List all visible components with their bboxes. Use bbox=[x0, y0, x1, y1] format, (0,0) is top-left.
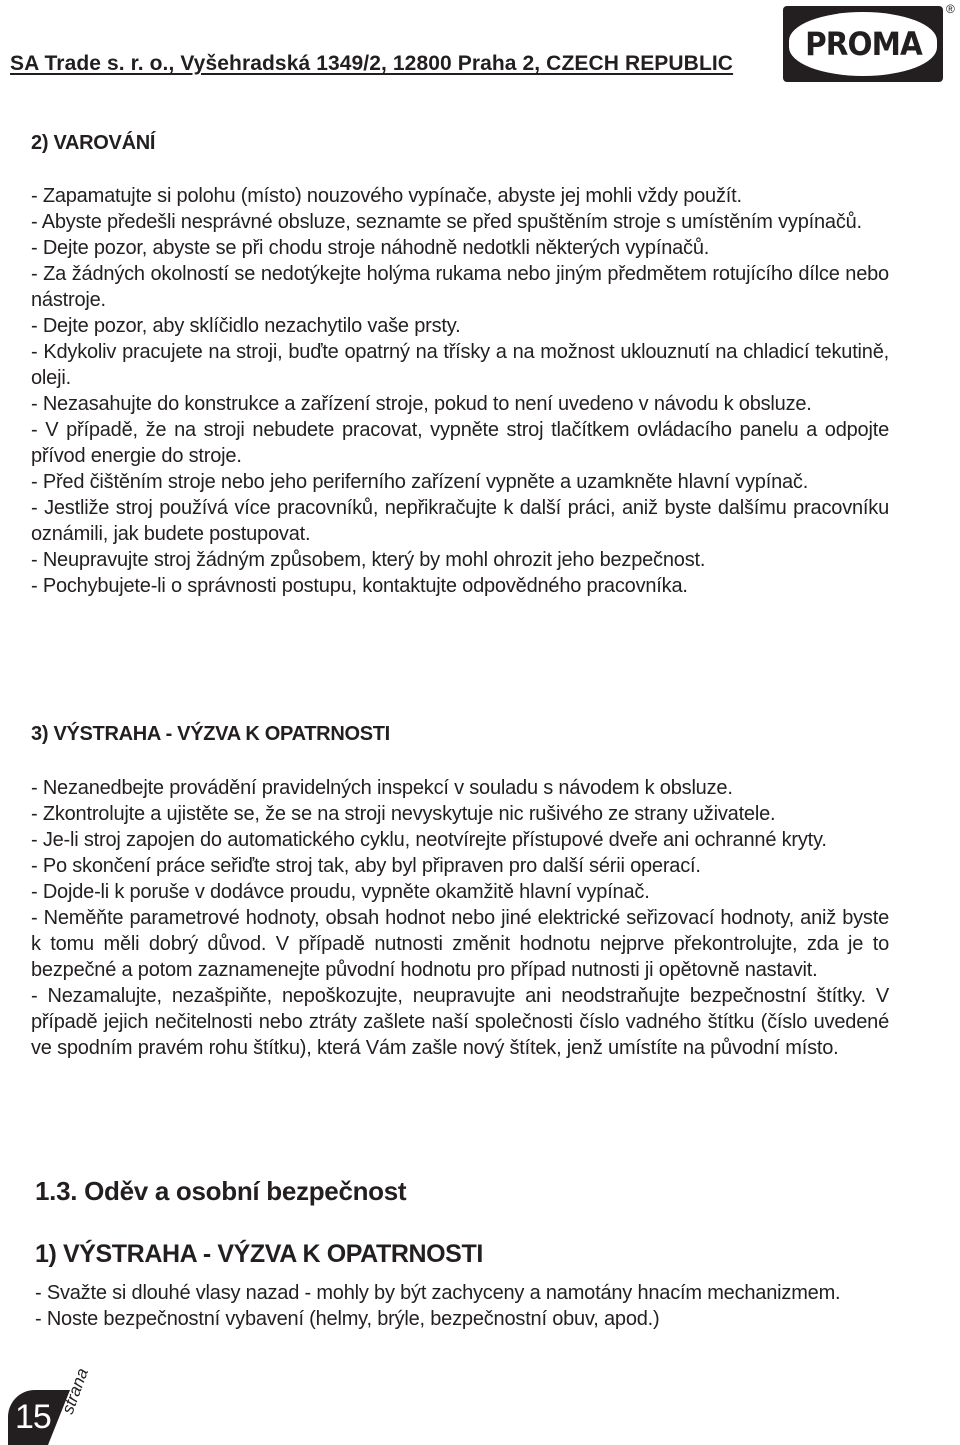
company-address: SA Trade s. r. o., Vyšehradská 1349/2, 12800 Praha 2, CZECH REPUBLIC bbox=[10, 52, 734, 75]
list-item: - Neměňte parametrové hodnoty, obsah hodnot nebo jiné elektrické seřizovací hodnoty, aniž byste k tomu měli dobrý důvod. V případě nutnosti změnit hodnotu nejprve překontrolujte, zda je to bezpečné a potom zaznamenejte původní hodnotu pro případ nutnosti ji opětovně nastavit. bbox=[31, 907, 889, 981]
list-item: - Před čištěním stroje nebo jeho periferního zařízení vypněte a uzamkněte hlavní vypínač. bbox=[31, 471, 809, 493]
list-item: - Nezasahujte do konstrukce a zařízení stroje, pokud to není uvedeno v návodu k obsluze. bbox=[31, 393, 812, 415]
section-warning bbox=[31, 132, 889, 155]
list-item: - Dojde-li k poruše v dodávce proudu, vypněte okamžitě hlavní vypínač. bbox=[31, 881, 650, 903]
logo-oval bbox=[789, 12, 937, 76]
warning-list bbox=[31, 183, 889, 599]
list-item: - Nezanedbejte provádění pravidelných inspekcí v souladu s návodem k obsluze. bbox=[31, 777, 733, 799]
section-title: 2) VAROVÁNÍ bbox=[31, 132, 156, 154]
clothing-list bbox=[35, 1280, 888, 1332]
page-number: 15 bbox=[15, 1398, 51, 1436]
clothing-subtitle: 1) VÝSTRAHA - VÝZVA K OPATRNOSTI bbox=[35, 1240, 483, 1268]
list-item: - Dejte pozor, aby sklíčidlo nezachytilo vaše prsty. bbox=[31, 315, 461, 337]
list-item: - Zkontrolujte a ujistěte se, že se na stroji nevyskytuje nic rušivého ze strany uživatele. bbox=[31, 803, 776, 825]
list-item: - Neupravujte stroj žádným způsobem, který by mohl ohrozit jeho bezpečnost. bbox=[31, 549, 706, 571]
list-item: - V případě, že na stroji nebudete pracovat, vypněte stroj tlačítkem ovládacího panelu a odpojte přívod energie do stroje. bbox=[31, 419, 889, 467]
list-item: - Po skončení práce seřiďte stroj tak, aby byl připraven pro další sérii operací. bbox=[31, 855, 701, 877]
clothing-heading: 1.3. Oděv a osobní bezpečnost bbox=[35, 1176, 407, 1206]
logo-text: PROMA bbox=[804, 25, 922, 63]
list-item: - Abyste předešli nesprávné obsluze, seznamte se před spuštěním stroje s umístěním vypínačů. bbox=[31, 211, 862, 233]
list-item: - Nezamalujte, nezašpiňte, nepoškozujte, neupravujte ani neodstraňujte bezpečnostní štítky. V případě jejich nečitelnosti nebo ztráty zašlete naší společnosti číslo vadného štítku (číslo uvedené ve spodním pravém rohu štítku), která Vám zašle nový štítek, jenž umístíte na původní místo. bbox=[31, 985, 889, 1059]
list-item: - Svažte si dlouhé vlasy nazad - mohly by být zachyceny a namotány hnacím mechanizmem. bbox=[35, 1282, 841, 1304]
list-item: - Je-li stroj zapojen do automatického cyklu, neotvírejte přístupové dveře ani ochranné kryty. bbox=[31, 829, 827, 851]
list-item: - Dejte pozor, abyste se při chodu stroje náhodně nedotkli některých vypínačů. bbox=[31, 237, 710, 259]
list-item: - Zapamatujte si polohu (místo) nouzového vypínače, abyste jej mohli vždy použít. bbox=[31, 185, 742, 207]
section-caution bbox=[31, 723, 889, 746]
list-item: - Jestliže stroj používá více pracovníků, nepřikračujte k další práci, aniž byste dalšímu pracovníku oznámili, jak budete postupovat. bbox=[31, 497, 889, 545]
list-item: - Kdykoliv pracujete na stroji, buďte opatrný na třísky a na možnost uklouznutí na chladicí tekutině, oleji. bbox=[31, 341, 889, 389]
caution-list bbox=[31, 775, 889, 1061]
section-title: 3) VÝSTRAHA - VÝZVA K OPATRNOSTI bbox=[31, 723, 390, 745]
list-item: - Za žádných okolností se nedotýkejte holýma rukama nebo jiným předmětem rotujícího dílce nebo nástroje. bbox=[31, 263, 889, 311]
registered-mark: ® bbox=[946, 2, 955, 16]
proma-logo bbox=[783, 6, 943, 82]
list-item: - Pochybujete-li o správnosti postupu, kontaktujte odpovědného pracovníka. bbox=[31, 575, 688, 597]
list-item: - Noste bezpečnostní vybavení (helmy, brýle, bezpečnostní obuv, apod.) bbox=[35, 1308, 660, 1330]
page-word: strana bbox=[58, 1365, 93, 1417]
